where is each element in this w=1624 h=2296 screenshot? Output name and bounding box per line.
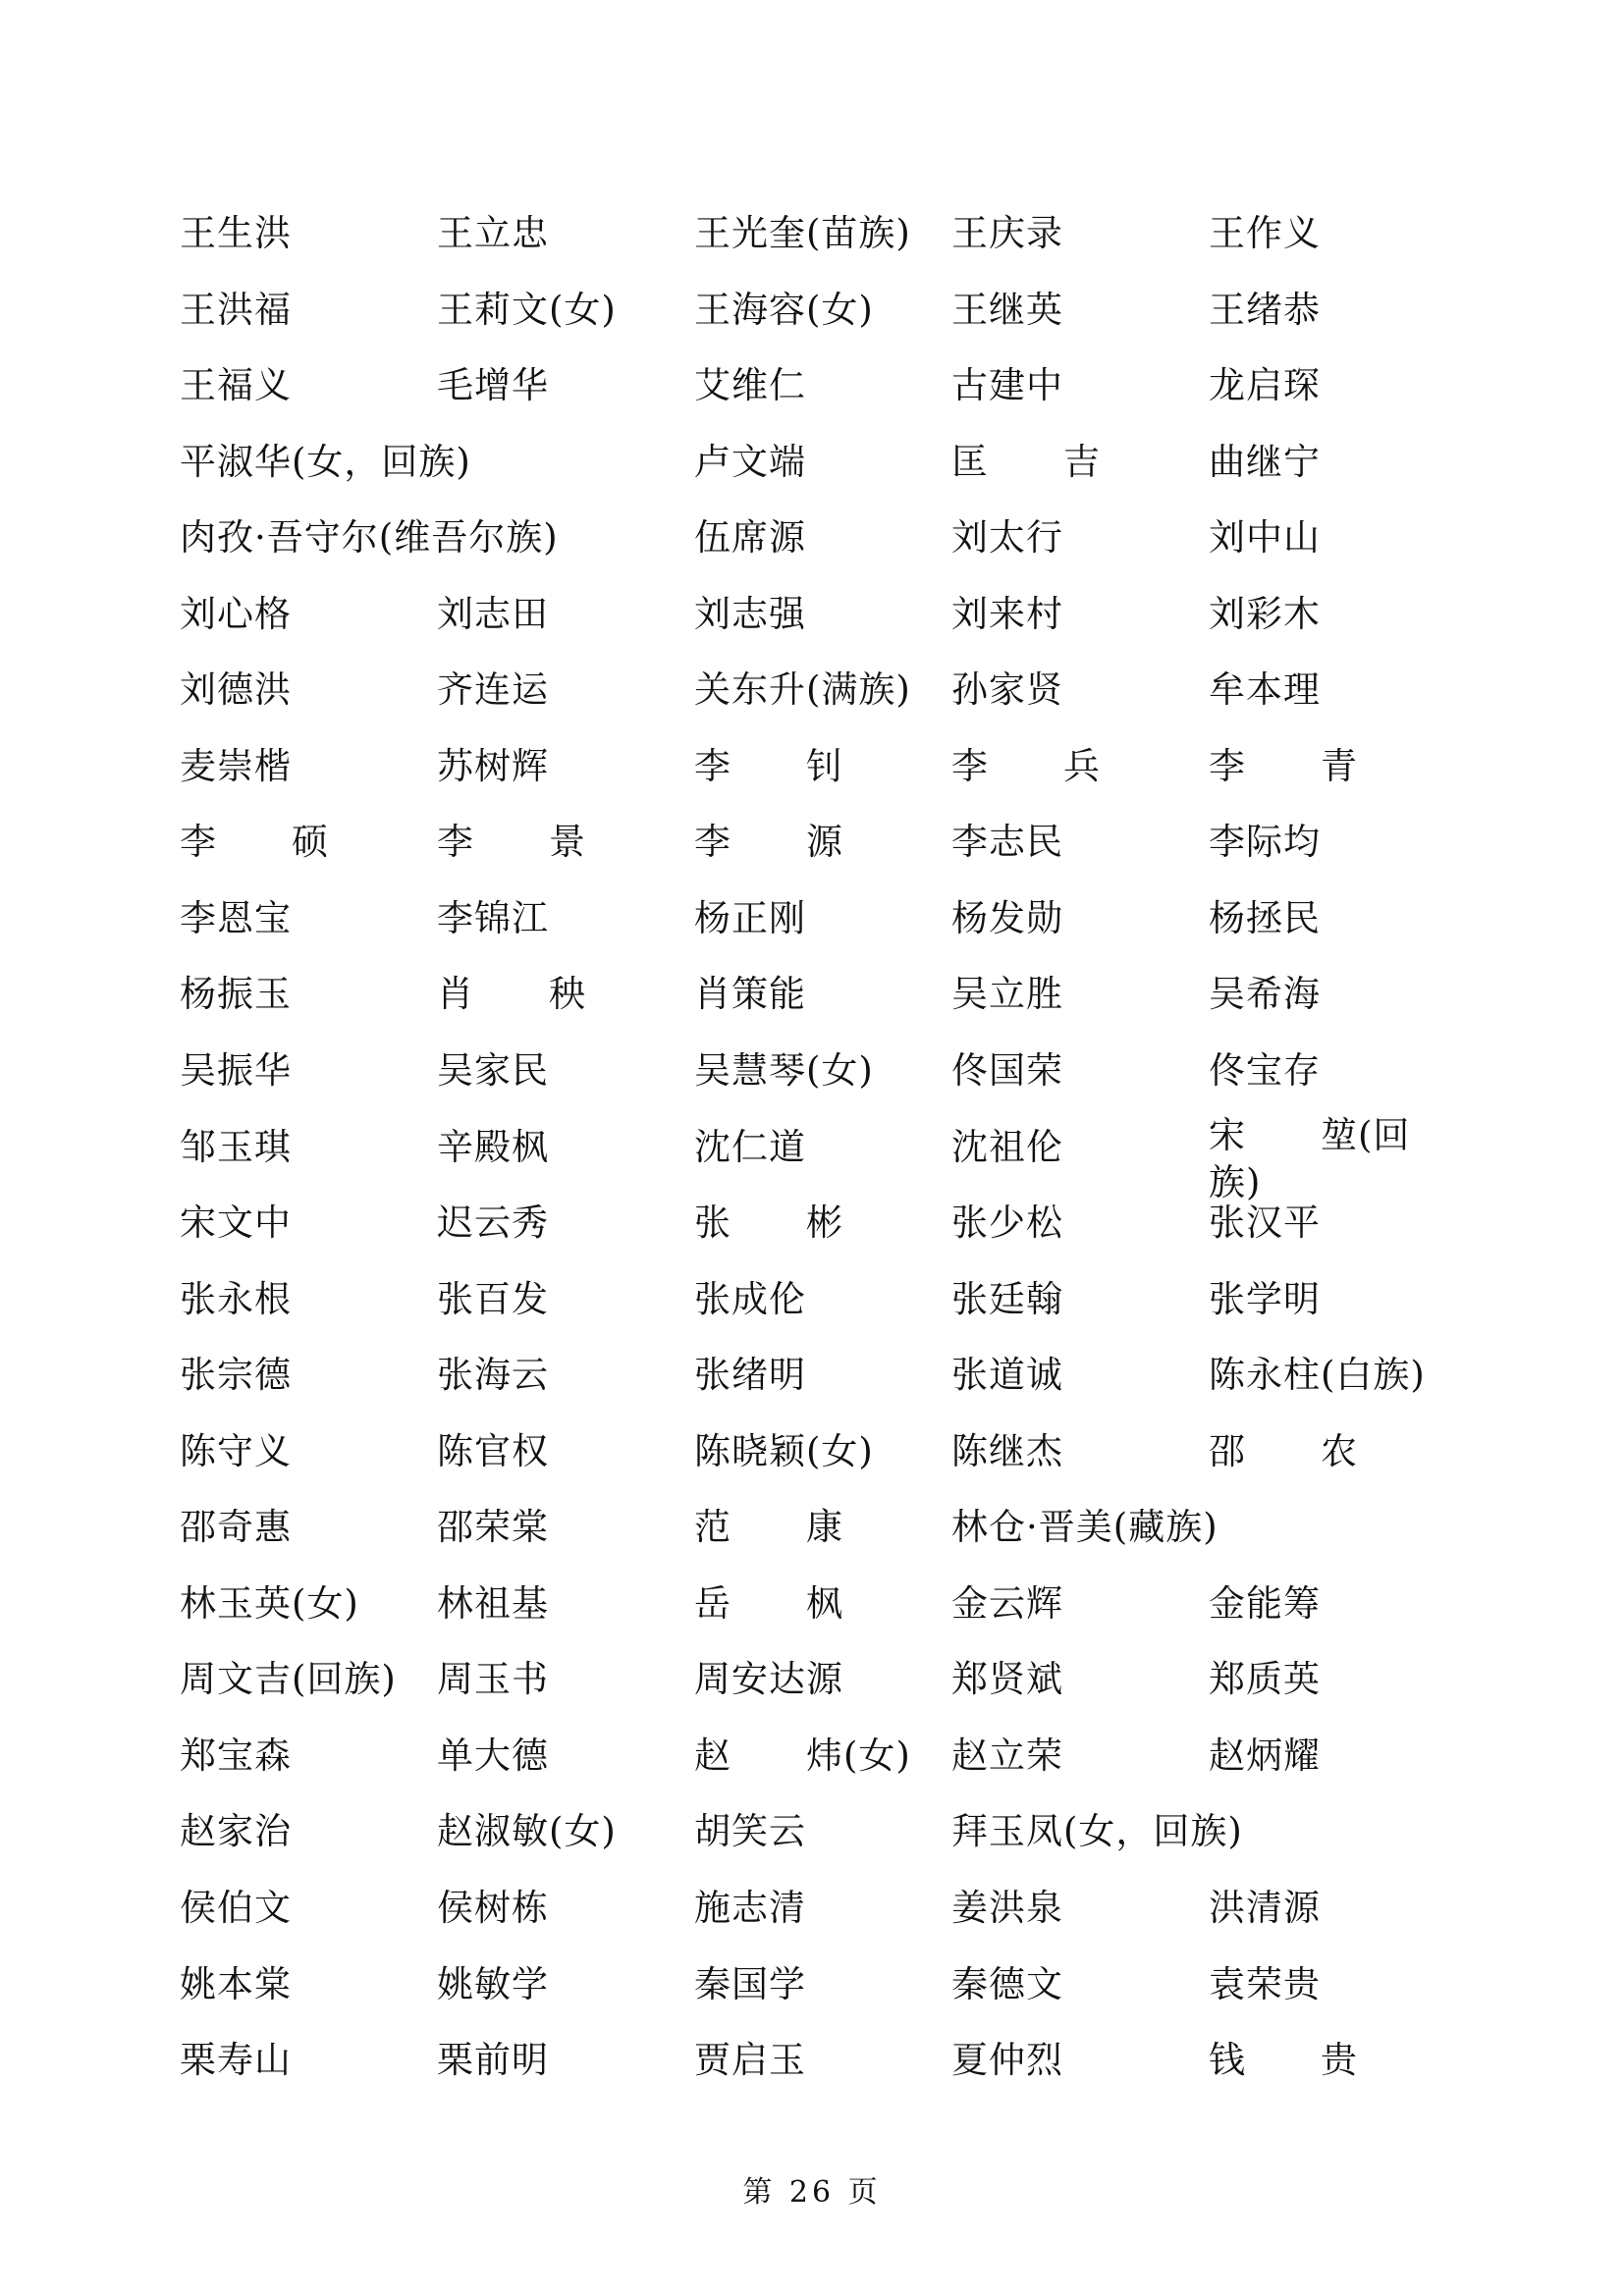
name-entry: 侯树栋	[437, 1887, 549, 1930]
name-row	[180, 1959, 1456, 2036]
name-entry: 肖 秧	[437, 973, 586, 1016]
name-entry: 陈官权	[437, 1429, 549, 1472]
name-entry: 张汉平	[1209, 1201, 1321, 1245]
name-row	[180, 1274, 1456, 1351]
name-entry: 刘德洪	[180, 668, 292, 712]
name-entry: 赵淑敏(女)	[437, 1810, 617, 1853]
name-entry: 李 硕	[180, 821, 329, 864]
name-entry: 单大德	[437, 1734, 549, 1777]
name-entry: 张学明	[1209, 1277, 1321, 1320]
name-entry: 刘志田	[437, 592, 549, 635]
name-entry: 李 钊	[694, 744, 843, 787]
name-row	[180, 512, 1456, 589]
name-entry: 李际均	[1209, 821, 1321, 864]
name-entry: 孙家贤	[951, 668, 1063, 712]
name-entry: 杨拯民	[1209, 896, 1321, 939]
name-entry: 金云辉	[951, 1581, 1063, 1625]
name-row	[180, 437, 1456, 513]
name-entry: 林玉英(女)	[180, 1581, 359, 1625]
name-entry: 胡笑云	[694, 1810, 806, 1853]
name-row	[180, 1883, 1456, 1959]
name-entry: 匡 吉	[951, 440, 1101, 483]
name-row	[180, 741, 1456, 818]
name-entry: 李 源	[694, 821, 843, 864]
name-entry: 卢文端	[694, 440, 806, 483]
name-entry: 沈仁道	[694, 1125, 806, 1168]
name-entry: 张成伦	[694, 1277, 806, 1320]
name-entry: 王继英	[951, 288, 1063, 331]
name-entry: 刘心格	[180, 592, 292, 635]
name-entry: 赵家治	[180, 1810, 292, 1853]
name-entry: 李 青	[1209, 744, 1358, 787]
name-entry: 邵奇惠	[180, 1506, 292, 1549]
name-entry: 周玉书	[437, 1658, 549, 1701]
name-row	[180, 1426, 1456, 1503]
name-entry: 杨正刚	[694, 896, 806, 939]
name-row	[180, 1045, 1456, 1122]
name-entry: 吴振华	[180, 1049, 292, 1093]
name-entry: 姜洪泉	[951, 1887, 1063, 1930]
name-entry: 林仓·晋美(藏族)	[951, 1506, 1218, 1549]
name-entry: 邵荣棠	[437, 1506, 549, 1549]
name-entry: 刘来村	[951, 592, 1063, 635]
name-entry: 张永根	[180, 1277, 292, 1320]
name-entry: 宋 堃(回族)	[1209, 1113, 1411, 1203]
name-row	[180, 589, 1456, 666]
name-entry: 苏树辉	[437, 744, 549, 787]
name-entry: 毛增华	[437, 364, 549, 407]
name-entry: 拜玉凤(女，回族)	[951, 1810, 1243, 1853]
name-entry: 赵 炜(女)	[694, 1734, 911, 1777]
name-entry: 姚敏学	[437, 1962, 549, 2005]
name-entry: 陈晓颖(女)	[694, 1429, 874, 1472]
name-entry: 肖策能	[694, 973, 806, 1016]
name-entry: 曲继宁	[1209, 440, 1321, 483]
name-entry: 王海容(女)	[694, 288, 874, 331]
name-entry: 刘太行	[951, 516, 1063, 560]
name-entry: 范 康	[694, 1506, 843, 1549]
name-entry: 平淑华(女，回族)	[180, 440, 471, 483]
name-entry: 龙启琛	[1209, 364, 1321, 407]
name-entry: 牟本理	[1209, 668, 1321, 712]
name-entry: 辛殿枫	[437, 1125, 549, 1168]
name-entry: 李 景	[437, 821, 586, 864]
name-entry: 吴家民	[437, 1049, 549, 1093]
name-entry: 栗前明	[437, 2039, 549, 2082]
name-row	[180, 208, 1456, 285]
name-entry: 岳 枫	[694, 1581, 843, 1625]
name-entry: 迟云秀	[437, 1201, 549, 1245]
name-entry: 李锦江	[437, 896, 549, 939]
name-entry: 邹玉琪	[180, 1125, 292, 1168]
name-entry: 吴慧琴(女)	[694, 1049, 874, 1093]
name-entry: 王立忠	[437, 212, 549, 254]
name-entry: 张道诚	[951, 1354, 1063, 1397]
name-entry: 洪清源	[1209, 1887, 1321, 1930]
name-entry: 赵立荣	[951, 1734, 1063, 1777]
name-entry: 林祖基	[437, 1581, 549, 1625]
name-entry: 张少松	[951, 1201, 1063, 1245]
name-row	[180, 285, 1456, 361]
name-row	[180, 1502, 1456, 1578]
name-entry: 伍席源	[694, 516, 806, 560]
name-row	[180, 1350, 1456, 1426]
name-entry: 宋文中	[180, 1201, 292, 1245]
name-entry: 张 彬	[694, 1201, 843, 1245]
name-entry: 周文吉(回族)	[180, 1658, 397, 1701]
name-row	[180, 665, 1456, 741]
name-entry: 齐连运	[437, 668, 549, 712]
name-list	[180, 208, 1456, 2111]
name-row	[180, 1113, 1456, 1203]
name-entry: 沈祖伦	[951, 1125, 1063, 1168]
name-entry: 王绪恭	[1209, 288, 1321, 331]
name-entry: 杨振玉	[180, 973, 292, 1016]
name-entry: 周安达源	[694, 1658, 843, 1701]
name-entry: 关东升(满族)	[694, 668, 911, 712]
name-entry: 栗寿山	[180, 2039, 292, 2082]
name-row	[180, 893, 1456, 970]
name-entry: 郑宝森	[180, 1734, 292, 1777]
name-entry: 王光奎(苗族)	[694, 212, 911, 254]
name-row	[180, 1731, 1456, 1807]
name-entry: 施志清	[694, 1887, 806, 1930]
name-row	[180, 1578, 1456, 1655]
name-entry: 王莉文(女)	[437, 288, 617, 331]
name-entry: 陈永柱(白族)	[1209, 1354, 1426, 1397]
page-number: 第 26 页	[742, 2175, 882, 2210]
name-entry: 刘中山	[1209, 516, 1321, 560]
name-entry: 张宗德	[180, 1354, 292, 1397]
name-entry: 麦崇楷	[180, 744, 292, 787]
name-entry: 肉孜·吾守尔(维吾尔族)	[180, 516, 559, 560]
name-entry: 郑质英	[1209, 1658, 1321, 1701]
name-row	[180, 2035, 1456, 2111]
name-entry: 李 兵	[951, 744, 1101, 787]
name-entry: 吴希海	[1209, 973, 1321, 1016]
name-entry: 吴立胜	[951, 973, 1063, 1016]
name-entry: 李恩宝	[180, 896, 292, 939]
name-row	[180, 1198, 1456, 1274]
name-row	[180, 969, 1456, 1045]
name-row	[180, 1806, 1456, 1883]
name-entry: 王洪福	[180, 288, 292, 331]
name-entry: 袁荣贵	[1209, 1962, 1321, 2005]
name-row	[180, 360, 1456, 437]
name-entry: 刘彩木	[1209, 592, 1321, 635]
name-entry: 侯伯文	[180, 1887, 292, 1930]
name-entry: 郑贤斌	[951, 1658, 1063, 1701]
name-entry: 贾启玉	[694, 2039, 806, 2082]
name-entry: 张绪明	[694, 1354, 806, 1397]
name-entry: 邵 农	[1209, 1429, 1358, 1472]
name-entry: 刘志强	[694, 592, 806, 635]
name-entry: 陈守义	[180, 1429, 292, 1472]
name-entry: 陈继杰	[951, 1429, 1063, 1472]
name-row	[180, 1654, 1456, 1731]
name-entry: 赵炳耀	[1209, 1734, 1321, 1777]
name-entry: 佟国荣	[951, 1049, 1063, 1093]
name-entry: 姚本棠	[180, 1962, 292, 2005]
name-entry: 张百发	[437, 1277, 549, 1320]
name-entry: 王福义	[180, 364, 292, 407]
name-entry: 秦国学	[694, 1962, 806, 2005]
name-entry: 杨发勋	[951, 896, 1063, 939]
name-entry: 李志民	[951, 821, 1063, 864]
name-entry: 秦德文	[951, 1962, 1063, 2005]
name-entry: 王生洪	[180, 212, 292, 254]
name-entry: 王作义	[1209, 212, 1321, 254]
name-entry: 古建中	[951, 364, 1063, 407]
name-row	[180, 817, 1456, 893]
name-entry: 艾维仁	[694, 364, 806, 407]
name-entry: 张海云	[437, 1354, 549, 1397]
name-entry: 钱 贵	[1209, 2039, 1358, 2082]
name-entry: 王庆录	[951, 212, 1063, 254]
name-entry: 夏仲烈	[951, 2039, 1063, 2082]
name-entry: 张廷翰	[951, 1277, 1063, 1320]
name-entry: 金能筹	[1209, 1581, 1321, 1625]
name-entry: 佟宝存	[1209, 1049, 1321, 1093]
